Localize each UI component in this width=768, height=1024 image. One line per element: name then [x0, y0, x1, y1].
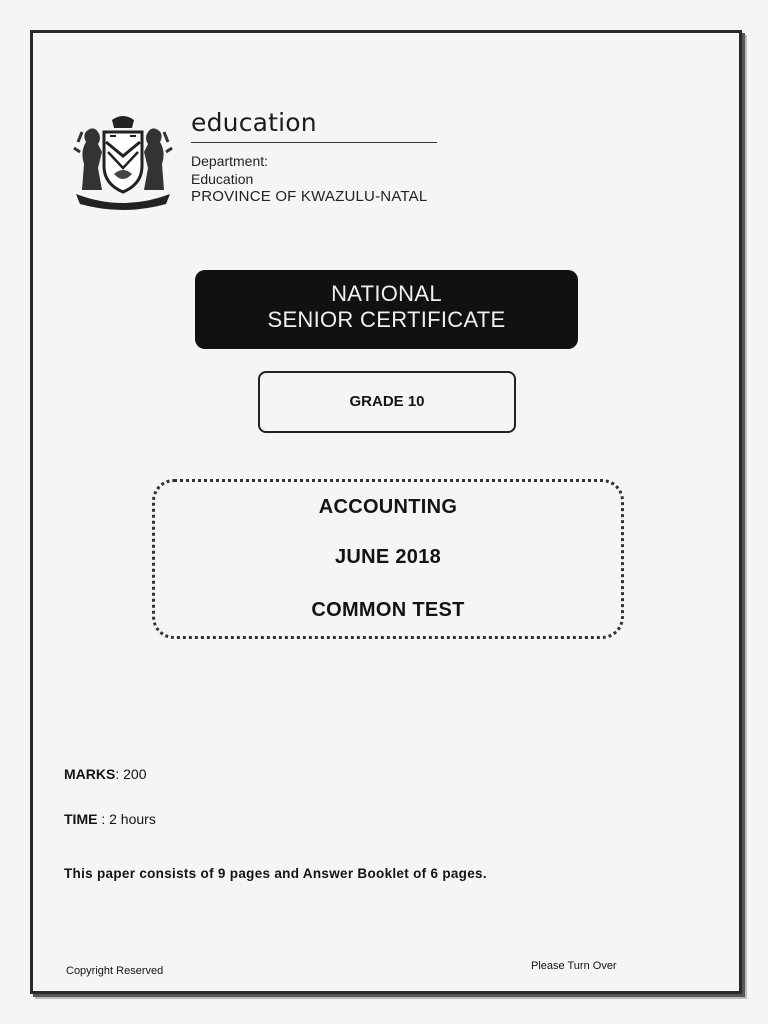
- turn-over-footer: Please Turn Over: [531, 960, 617, 972]
- copyright-footer: Copyright Reserved: [66, 965, 164, 977]
- department-header: [191, 108, 437, 206]
- subject-box: [152, 479, 624, 639]
- marks-info: [64, 766, 146, 782]
- marks-label: MARKS: [64, 766, 116, 782]
- grade-box: GRADE 10: [258, 371, 516, 433]
- certificate-banner: [195, 270, 578, 349]
- exam-date: JUNE 2018: [334, 546, 442, 568]
- subject-name: ACCOUNTING: [318, 496, 458, 518]
- brand-wordmark: education: [191, 108, 437, 143]
- page-count-note: This paper consists of 9 pages and Answer Booklet of 6 pages.: [64, 866, 487, 881]
- time-value: : 2 hours: [97, 811, 156, 827]
- department-name: Education: [191, 171, 254, 187]
- province-name: PROVINCE OF KWAZULU-NATAL: [191, 188, 428, 205]
- certificate-line-1: NATIONAL: [331, 281, 442, 306]
- time-info: [64, 811, 156, 827]
- department-label: Department:: [191, 153, 269, 169]
- time-label: TIME: [64, 811, 98, 827]
- certificate-line-2: SENIOR CERTIFICATE: [267, 307, 506, 332]
- marks-value: : 200: [115, 766, 147, 782]
- coat-of-arms-icon: [68, 112, 178, 212]
- test-type: COMMON TEST: [311, 599, 465, 621]
